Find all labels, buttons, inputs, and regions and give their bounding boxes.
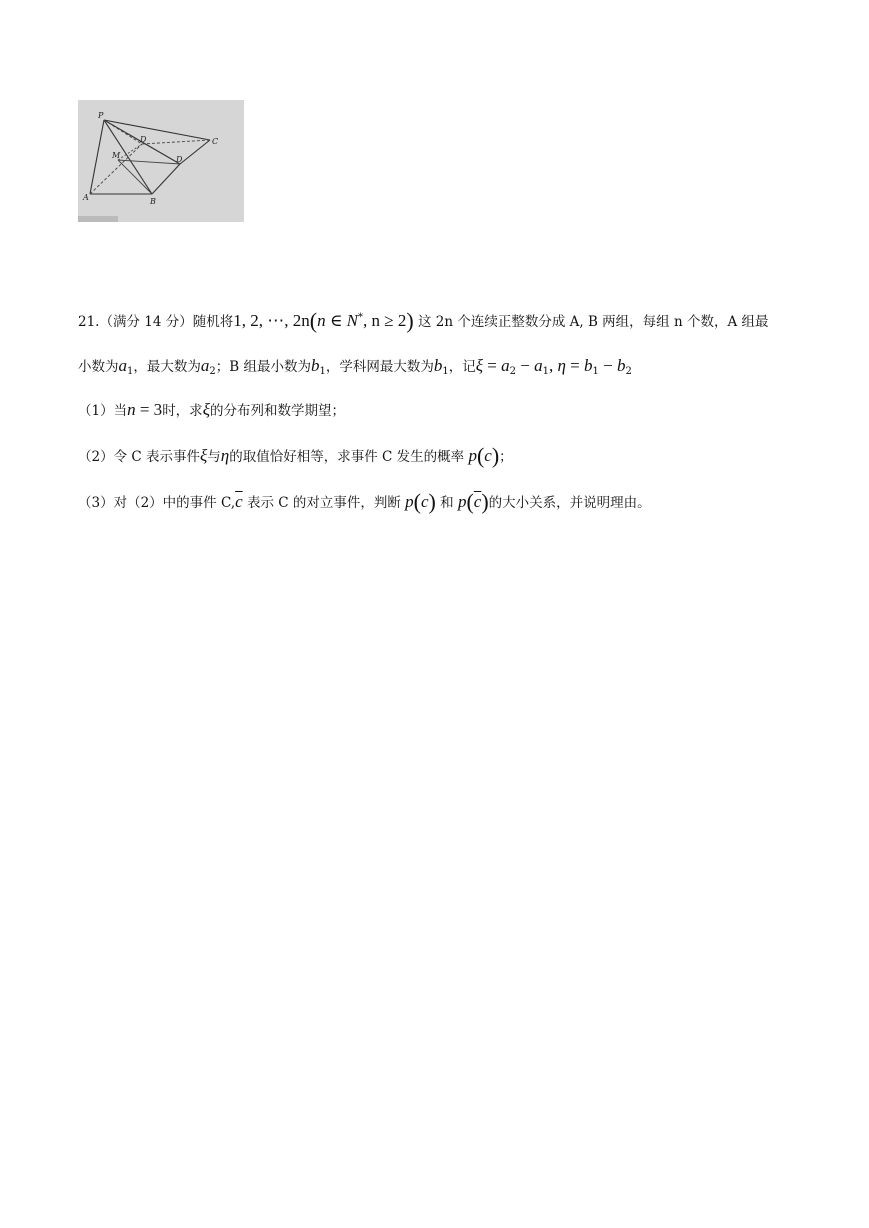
- part2-a: （2）令 C 表示事件: [78, 449, 201, 465]
- line1-prefix: 21.（满分 14 分）随机将: [78, 314, 234, 330]
- line1-suffix: 这 2n 个连续正整数分成 A, B 两组，每组 n 个数，A 组最: [417, 314, 769, 330]
- part1-c: 的分布列和数学期望；: [209, 403, 345, 419]
- part2-c: 的取值恰好相等，求事件 C 发生的概率: [229, 449, 465, 465]
- line1-cond-star: *: [358, 312, 363, 323]
- line2-a: 小数为: [78, 359, 119, 375]
- line1-cond-n: n: [317, 311, 326, 330]
- line1-cond-N: N: [346, 311, 358, 330]
- line2-c: ；B 组最小数为: [215, 359, 311, 375]
- part2-d: ；: [499, 449, 513, 465]
- part-1: （1）当n = 3时，求ξ的分布列和数学期望；: [78, 400, 345, 419]
- label-m: M: [112, 151, 121, 160]
- label-b: B: [150, 197, 156, 206]
- part2-b: 与: [207, 449, 221, 465]
- part3-a: （3）对（2）中的事件 C,: [78, 495, 236, 511]
- part3-c: 和: [440, 495, 454, 511]
- part-3: （3）对（2）中的事件 $C,\overline{c}$ 表示 C 的对立事件，判断 p(c) 和 $p(\overline{c})$的大小关系，并说明理由。: [78, 489, 651, 514]
- label-d-top: D: [140, 135, 147, 144]
- part1-a: （1）当: [78, 403, 128, 419]
- line1-cond-in: ∈: [325, 311, 347, 330]
- label-c: C: [212, 137, 219, 146]
- label-p: P: [98, 111, 104, 120]
- line1-math: 1, 2, ⋯, 2n: [233, 311, 310, 330]
- line2-e: ，记: [448, 359, 476, 375]
- part3-b: 表示 C 的对立事件，判断: [246, 495, 401, 511]
- part3-d: 的大小关系，并说明理由。: [488, 495, 651, 511]
- part-2: （2）令 C 表示事件ξ与η的取值恰好相等，求事件 C 发生的概率 p(c)；: [78, 443, 513, 468]
- label-d: D: [176, 155, 183, 164]
- part1-b: 时，求: [162, 403, 203, 419]
- pyramid-figure: [78, 100, 244, 222]
- problem-line-2: 小数为$a_1$，最大数为$a_2$；B 组最小数为$b_1$，学科网最大数为$b_1$，记$\xi = a_2 - a_1$, $\eta = b_1 - b_2$: [78, 356, 632, 377]
- line2-b: ，最大数为: [133, 359, 201, 375]
- problem-line-1: 21.（满分 14 分）随机将1, 2, ⋯, 2n(n ∈ N*, n ≥ 2) 这 2n 个连续正整数分成 A, B 两组，每组 n 个数，A 组最: [78, 308, 769, 333]
- line2-d: ，学科网最大数为: [325, 359, 434, 375]
- line1-cond-rest: , n ≥ 2: [363, 311, 407, 330]
- label-a: A: [83, 193, 89, 202]
- pyramid-diagram: [78, 100, 244, 222]
